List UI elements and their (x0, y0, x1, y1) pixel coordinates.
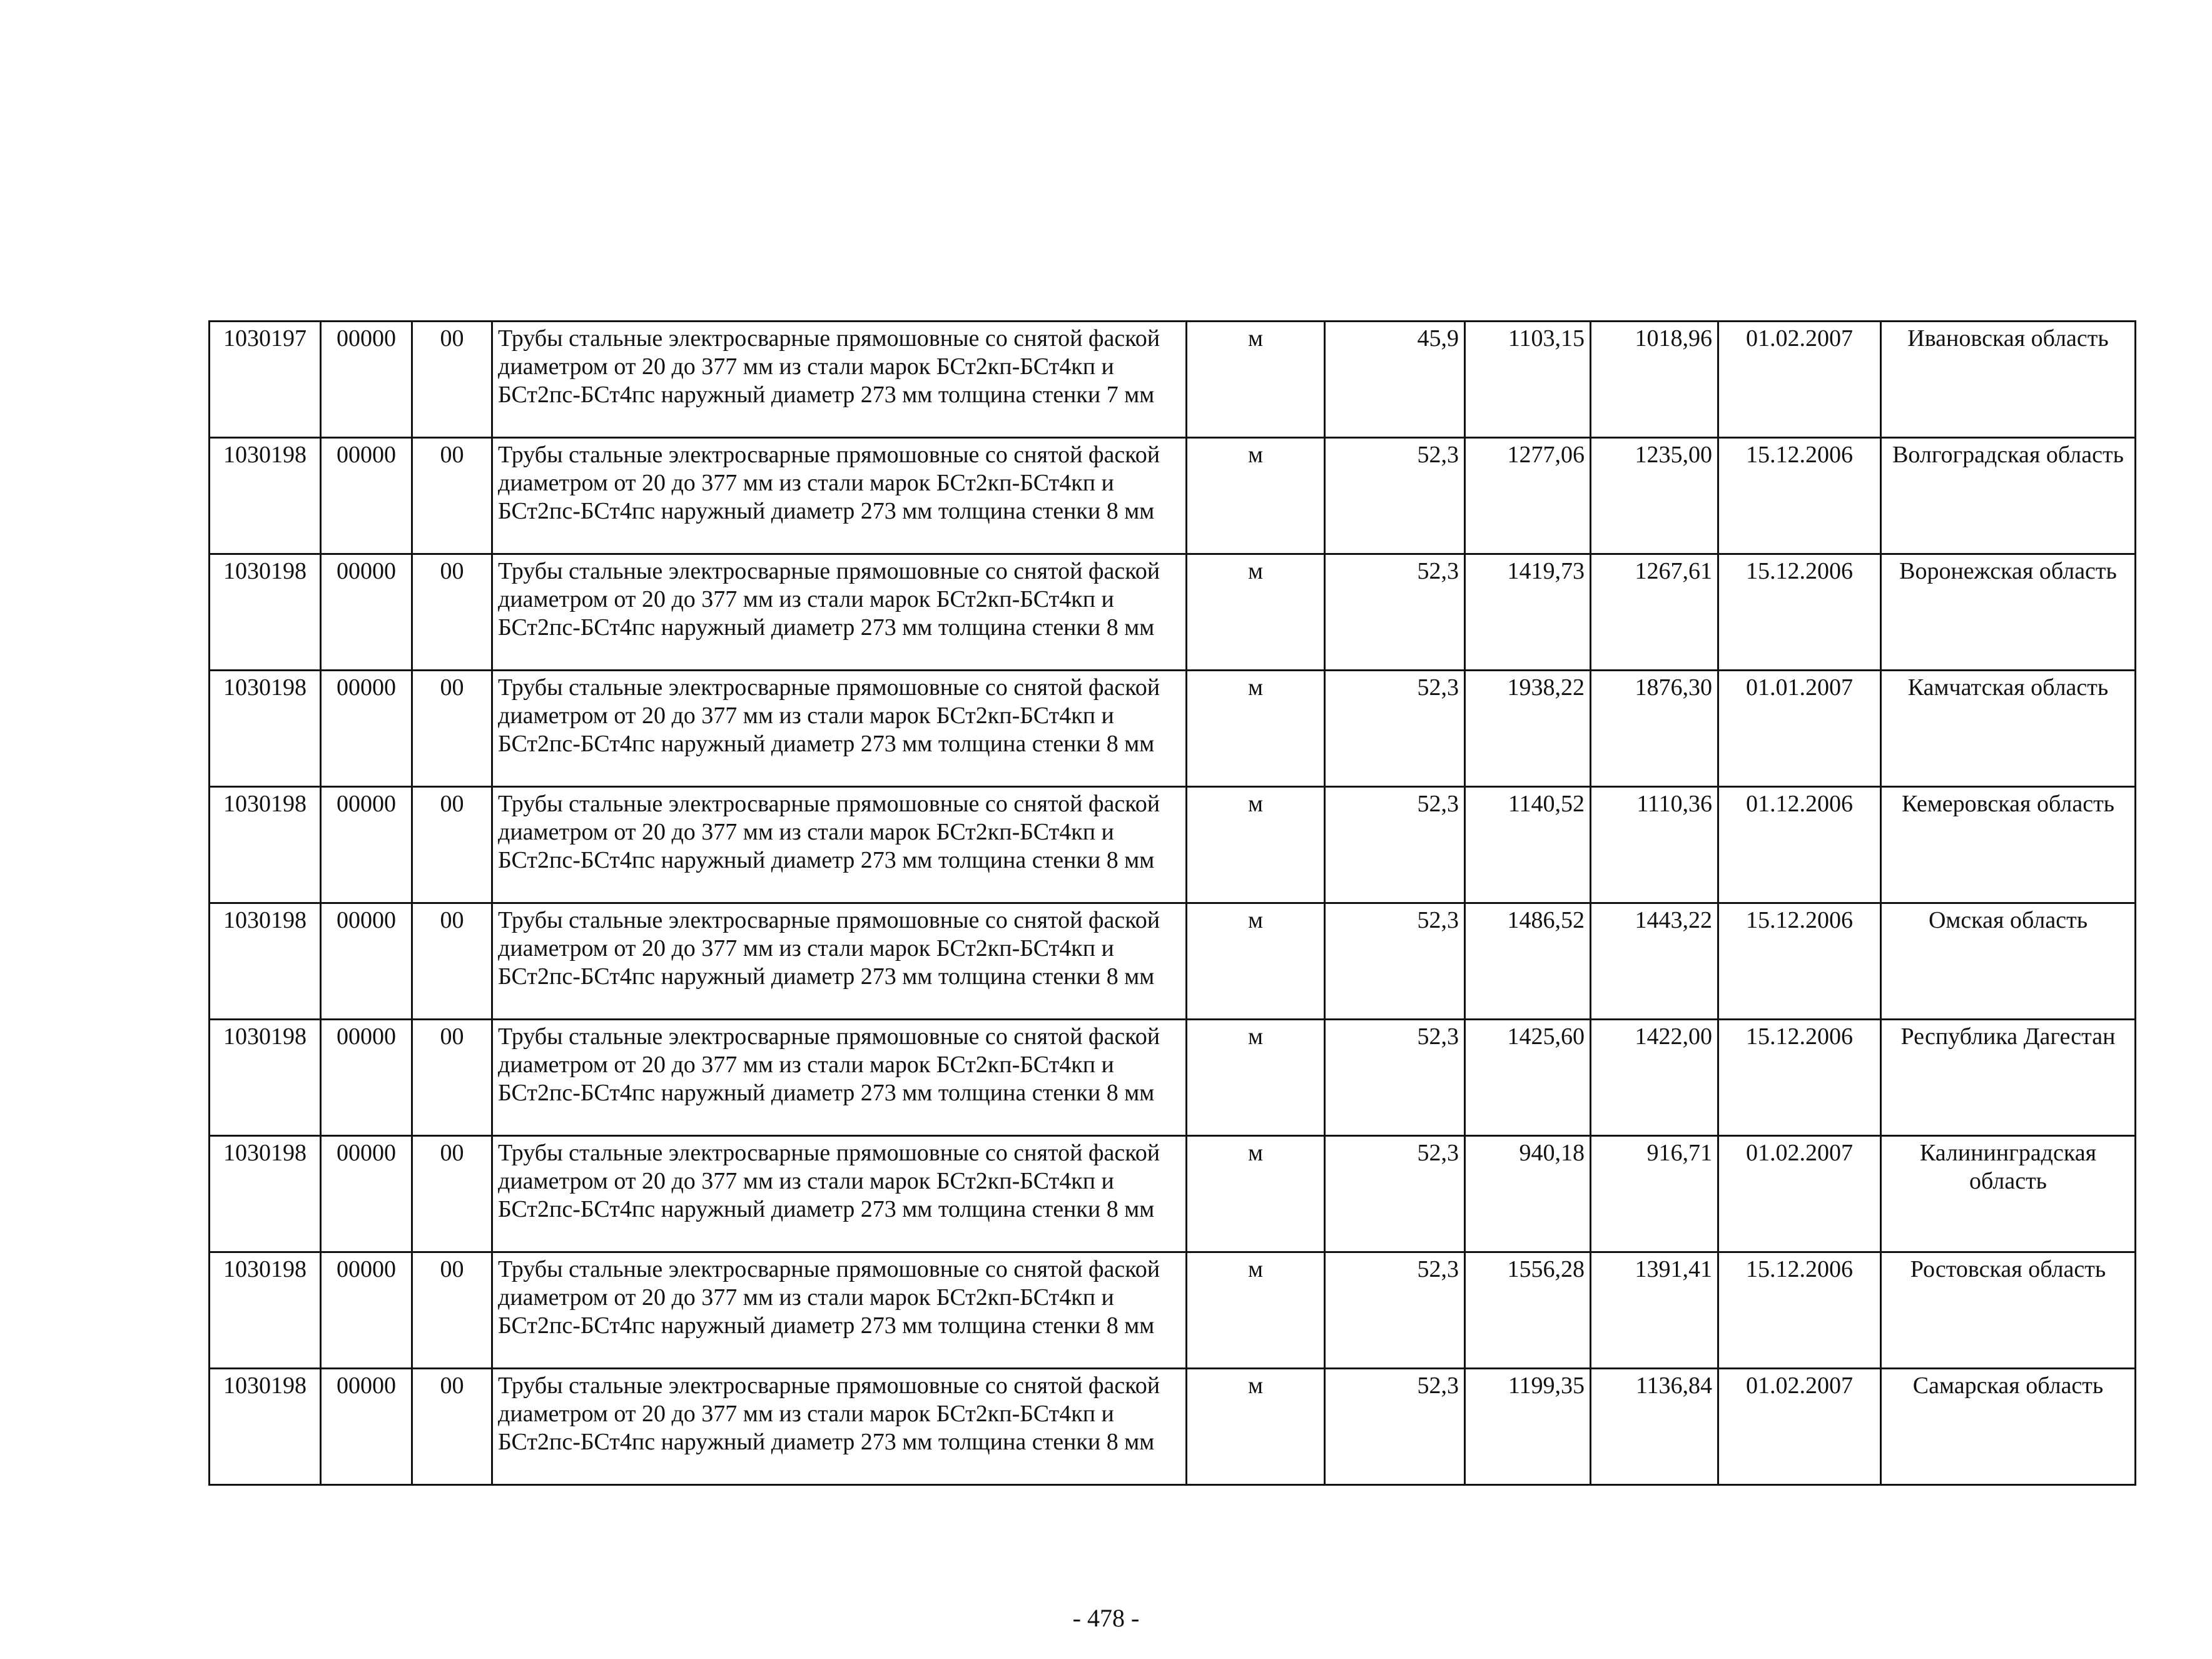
cell-unit: м (1187, 1252, 1325, 1369)
cell-date: 15.12.2006 (1718, 438, 1881, 554)
cell-weight: 52,3 (1325, 1136, 1465, 1252)
cell-description: Трубы стальные электросварные прямошовные со снятой фаской диаметром от 20 до 377 мм из стали марок БСт2кп-БСт4кп и БСт2пс-БСт4пс наружный диаметр 273 мм толщина стенки 8 мм (492, 671, 1187, 787)
cell-price-a: 1199,35 (1465, 1369, 1591, 1485)
table-row (210, 1252, 2136, 1369)
cell-weight: 52,3 (1325, 1020, 1465, 1136)
cell-price-a: 1103,15 (1465, 322, 1591, 438)
cell-date: 15.12.2006 (1718, 554, 1881, 671)
cell-price-a: 1486,52 (1465, 903, 1591, 1020)
cell-unit: м (1187, 438, 1325, 554)
cell-version: 00 (412, 903, 492, 1020)
cell-description: Трубы стальные электросварные прямошовные со снятой фаской диаметром от 20 до 377 мм из стали марок БСт2кп-БСт4кп и БСт2пс-БСт4пс наружный диаметр 273 мм толщина стенки 8 мм (492, 903, 1187, 1020)
cell-unit: м (1187, 1369, 1325, 1485)
cell-price-a: 1938,22 (1465, 671, 1591, 787)
cell-resource-code: 1030198 (210, 438, 321, 554)
cell-subcode: 00000 (321, 903, 412, 1020)
cell-region: Кемеровская область (1881, 787, 2136, 903)
cell-unit: м (1187, 671, 1325, 787)
cell-subcode: 00000 (321, 671, 412, 787)
cell-unit: м (1187, 903, 1325, 1020)
cell-weight: 52,3 (1325, 1252, 1465, 1369)
cell-region: Ростовская область (1881, 1252, 2136, 1369)
cell-version: 00 (412, 438, 492, 554)
cell-date: 01.02.2007 (1718, 322, 1881, 438)
cell-price-b: 1391,41 (1591, 1252, 1718, 1369)
cell-date: 15.12.2006 (1718, 1252, 1881, 1369)
cell-region: Воронежская область (1881, 554, 2136, 671)
cell-resource-code: 1030198 (210, 1136, 321, 1252)
table-row (210, 1369, 2136, 1485)
cell-date: 15.12.2006 (1718, 1020, 1881, 1136)
table-row (210, 671, 2136, 787)
cell-weight: 52,3 (1325, 787, 1465, 903)
cell-price-a: 1419,73 (1465, 554, 1591, 671)
cell-subcode: 00000 (321, 787, 412, 903)
cell-description: Трубы стальные электросварные прямошовные со снятой фаской диаметром от 20 до 377 мм из стали марок БСт2кп-БСт4кп и БСт2пс-БСт4пс наружный диаметр 273 мм толщина стенки 8 мм (492, 1369, 1187, 1485)
table-body (210, 322, 2136, 1485)
cell-description: Трубы стальные электросварные прямошовные со снятой фаской диаметром от 20 до 377 мм из стали марок БСт2кп-БСт4кп и БСт2пс-БСт4пс наружный диаметр 273 мм толщина стенки 7 мм (492, 322, 1187, 438)
cell-version: 00 (412, 671, 492, 787)
cell-weight: 52,3 (1325, 671, 1465, 787)
cell-price-a: 1140,52 (1465, 787, 1591, 903)
cell-price-b: 1267,61 (1591, 554, 1718, 671)
cell-description: Трубы стальные электросварные прямошовные со снятой фаской диаметром от 20 до 377 мм из стали марок БСт2кп-БСт4кп и БСт2пс-БСт4пс наружный диаметр 273 мм толщина стенки 8 мм (492, 554, 1187, 671)
cell-version: 00 (412, 322, 492, 438)
cell-region: Республика Дагестан (1881, 1020, 2136, 1136)
cell-price-a: 940,18 (1465, 1136, 1591, 1252)
cell-description: Трубы стальные электросварные прямошовные со снятой фаской диаметром от 20 до 377 мм из стали марок БСт2кп-БСт4кп и БСт2пс-БСт4пс наружный диаметр 273 мм толщина стенки 8 мм (492, 1020, 1187, 1136)
cell-subcode: 00000 (321, 1252, 412, 1369)
cell-subcode: 00000 (321, 1020, 412, 1136)
cell-description: Трубы стальные электросварные прямошовные со снятой фаской диаметром от 20 до 377 мм из стали марок БСт2кп-БСт4кп и БСт2пс-БСт4пс наружный диаметр 273 мм толщина стенки 8 мм (492, 438, 1187, 554)
table-row (210, 1020, 2136, 1136)
cell-region: Волгоградская область (1881, 438, 2136, 554)
table-row (210, 554, 2136, 671)
table-row (210, 787, 2136, 903)
cell-price-b: 1422,00 (1591, 1020, 1718, 1136)
cell-description: Трубы стальные электросварные прямошовные со снятой фаской диаметром от 20 до 377 мм из стали марок БСт2кп-БСт4кп и БСт2пс-БСт4пс наружный диаметр 273 мм толщина стенки 8 мм (492, 787, 1187, 903)
cell-version: 00 (412, 787, 492, 903)
cell-unit: м (1187, 787, 1325, 903)
cell-subcode: 00000 (321, 1369, 412, 1485)
table-row (210, 438, 2136, 554)
cell-version: 00 (412, 1369, 492, 1485)
cell-resource-code: 1030198 (210, 671, 321, 787)
cell-price-b: 1018,96 (1591, 322, 1718, 438)
cell-price-b: 1110,36 (1591, 787, 1718, 903)
page-number: - 478 - (1072, 1604, 1140, 1632)
cell-subcode: 00000 (321, 322, 412, 438)
cell-date: 01.02.2007 (1718, 1369, 1881, 1485)
price-table (208, 320, 2136, 1486)
table-row (210, 322, 2136, 438)
cell-unit: м (1187, 322, 1325, 438)
cell-resource-code: 1030198 (210, 787, 321, 903)
cell-weight: 52,3 (1325, 554, 1465, 671)
cell-date: 01.12.2006 (1718, 787, 1881, 903)
cell-price-a: 1425,60 (1465, 1020, 1591, 1136)
cell-region: Ивановская область (1881, 322, 2136, 438)
cell-subcode: 00000 (321, 438, 412, 554)
cell-price-a: 1556,28 (1465, 1252, 1591, 1369)
cell-unit: м (1187, 1136, 1325, 1252)
cell-region: Камчатская область (1881, 671, 2136, 787)
table-row (210, 903, 2136, 1020)
cell-version: 00 (412, 1020, 492, 1136)
cell-resource-code: 1030197 (210, 322, 321, 438)
cell-version: 00 (412, 1252, 492, 1369)
cell-weight: 45,9 (1325, 322, 1465, 438)
cell-resource-code: 1030198 (210, 1252, 321, 1369)
cell-region: Самарская область (1881, 1369, 2136, 1485)
cell-date: 01.02.2007 (1718, 1136, 1881, 1252)
cell-weight: 52,3 (1325, 438, 1465, 554)
cell-version: 00 (412, 1136, 492, 1252)
cell-resource-code: 1030198 (210, 903, 321, 1020)
cell-unit: м (1187, 554, 1325, 671)
cell-description: Трубы стальные электросварные прямошовные со снятой фаской диаметром от 20 до 377 мм из стали марок БСт2кп-БСт4кп и БСт2пс-БСт4пс наружный диаметр 273 мм толщина стенки 8 мм (492, 1136, 1187, 1252)
cell-weight: 52,3 (1325, 1369, 1465, 1485)
cell-price-b: 916,71 (1591, 1136, 1718, 1252)
cell-price-b: 1443,22 (1591, 903, 1718, 1020)
cell-price-a: 1277,06 (1465, 438, 1591, 554)
cell-price-b: 1876,30 (1591, 671, 1718, 787)
cell-price-b: 1235,00 (1591, 438, 1718, 554)
cell-description: Трубы стальные электросварные прямошовные со снятой фаской диаметром от 20 до 377 мм из стали марок БСт2кп-БСт4кп и БСт2пс-БСт4пс наружный диаметр 273 мм толщина стенки 8 мм (492, 1252, 1187, 1369)
cell-weight: 52,3 (1325, 903, 1465, 1020)
cell-region: Калининградская область (1881, 1136, 2136, 1252)
cell-price-b: 1136,84 (1591, 1369, 1718, 1485)
table-row (210, 1136, 2136, 1252)
cell-unit: м (1187, 1020, 1325, 1136)
cell-resource-code: 1030198 (210, 1369, 321, 1485)
cell-resource-code: 1030198 (210, 554, 321, 671)
cell-region: Омская область (1881, 903, 2136, 1020)
cell-subcode: 00000 (321, 1136, 412, 1252)
cell-date: 15.12.2006 (1718, 903, 1881, 1020)
cell-resource-code: 1030198 (210, 1020, 321, 1136)
cell-version: 00 (412, 554, 492, 671)
cell-subcode: 00000 (321, 554, 412, 671)
cell-date: 01.01.2007 (1718, 671, 1881, 787)
